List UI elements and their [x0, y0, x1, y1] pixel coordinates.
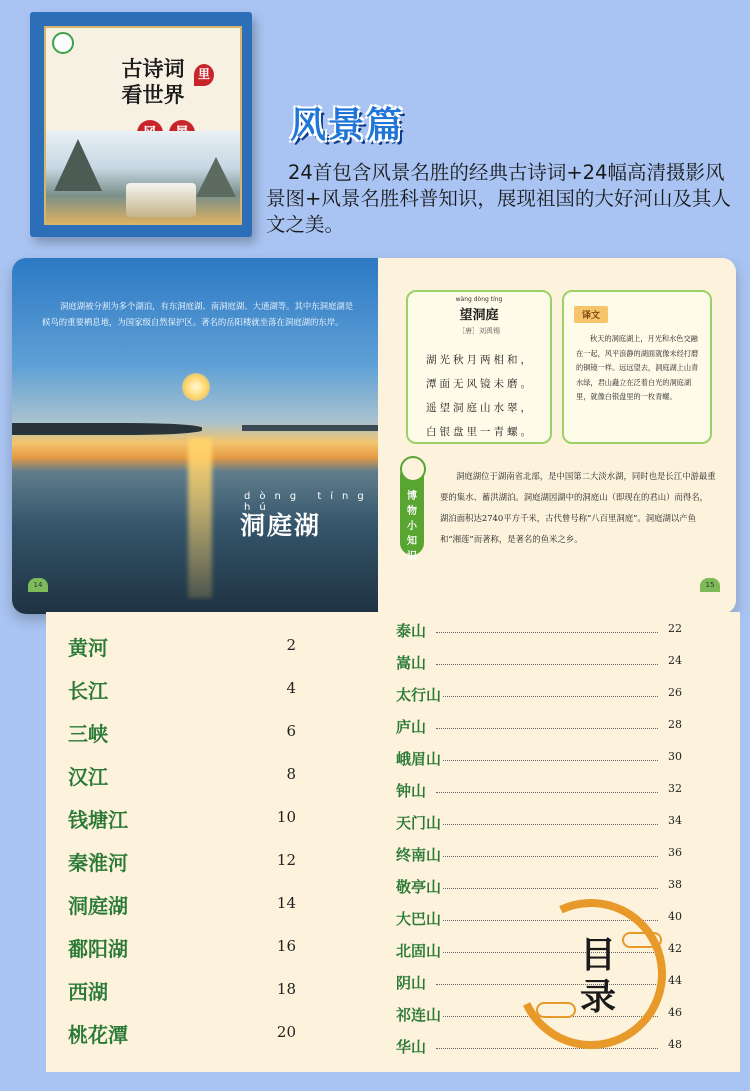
toc-leader-dots [436, 1048, 658, 1049]
toc-entry[interactable] [68, 933, 296, 963]
toc-entry-page: 36 [668, 846, 682, 859]
toc-entry[interactable] [68, 1019, 296, 1049]
toc-entry-page: 46 [668, 1006, 682, 1019]
toc-entry[interactable] [68, 890, 296, 920]
toc-entry-page: 14 [276, 894, 296, 912]
shoreline [12, 423, 202, 435]
sun-icon [182, 373, 210, 401]
cover-title-line2: 看世界 [121, 82, 185, 107]
toc-entry-label: 北固山 [396, 942, 442, 960]
cover-frame [44, 26, 242, 225]
poem-author: ［唐］刘禹锡 [458, 327, 500, 335]
toc-entry-page: 48 [668, 1038, 682, 1051]
toc-entry[interactable] [68, 675, 296, 705]
toc-title-char: 目 [579, 934, 616, 976]
toc-leader-dots [436, 888, 658, 889]
poem-line: 湖光秋月两相和， [426, 354, 534, 366]
toc-entry[interactable] [68, 847, 296, 877]
mountain-peak-icon [196, 157, 236, 197]
toc-entry[interactable] [396, 1036, 682, 1058]
toc-entry-page: 32 [668, 782, 682, 795]
toc-entry-page: 24 [668, 654, 682, 667]
place-pinyin: dòng tíng hú [244, 491, 373, 513]
toc-entry[interactable] [68, 632, 296, 662]
toc-entry-page: 38 [668, 878, 682, 891]
toc-entry-label: 天门山 [396, 814, 442, 832]
toc-leader-dots [436, 824, 658, 825]
knowledge-badge-label: 博物小知识 [407, 491, 417, 562]
photo-caption: 洞庭湖被分割为多个湖泊，有东洞庭湖、南洞庭湖、大通湖等。其中东洞庭湖是候鸟的重要栖息地，为国家级自然保护区。著名的岳阳楼就坐落在洞庭湖的东岸。 [42, 301, 354, 327]
mountain-peak-icon [54, 139, 102, 191]
toc-entry[interactable] [396, 748, 682, 770]
book-cover [30, 12, 252, 237]
toc-leader-dots [436, 664, 658, 665]
toc-title [558, 934, 638, 1018]
toc-title-char: 录 [579, 976, 616, 1018]
toc-entry-label: 西湖 [68, 980, 108, 1004]
toc-entry-label: 终南山 [396, 846, 442, 864]
toc-entry-label: 桃花潭 [68, 1023, 128, 1047]
poem-title: 望洞庭 [459, 308, 499, 323]
toc-entry-page: 16 [276, 937, 296, 955]
toc-entry-page: 40 [668, 910, 682, 923]
toc-leader-dots [436, 792, 658, 793]
toc-entry[interactable] [68, 718, 296, 748]
toc-entry-label: 钟山 [396, 782, 427, 800]
toc-entry-page: 6 [286, 722, 296, 740]
toc-entry-label: 嵩山 [396, 654, 427, 672]
toc-leader-dots [436, 728, 658, 729]
photo-page [12, 258, 378, 614]
cover-title-line1: 古诗词 [121, 56, 185, 81]
toc-leader-dots [436, 632, 658, 633]
toc-entry[interactable] [396, 620, 682, 642]
page-number-left: 14 [28, 578, 48, 592]
toc-entry[interactable] [396, 812, 682, 834]
toc-entry-page: 8 [286, 765, 296, 783]
book-spread [12, 258, 736, 614]
toc-entry-label: 敬亭山 [396, 878, 442, 896]
poem-title-pinyin: wàng dòng tíng [455, 296, 503, 303]
poem-card [406, 290, 552, 444]
toc-entry-label: 峨眉山 [396, 750, 442, 768]
toc-entry[interactable] [68, 976, 296, 1006]
cover-title-badge: 里 [194, 64, 214, 86]
toc-entry-label: 钱塘江 [68, 808, 128, 832]
toc-entry-label: 泰山 [396, 622, 427, 640]
toc-entry-page: 20 [276, 1023, 296, 1041]
translation-text: 秋天的洞庭湖上，月光和水色交融在一起，风平浪静的湖面就像未经打磨的铜镜一样。远远望去，洞庭湖上山青水绿，君山矗立在泛着白光的洞庭湖里，就像白银盘里的一枚青螺。 [576, 334, 699, 401]
poem-line: 白银盘里一青螺。 [426, 426, 534, 438]
toc-entry[interactable] [396, 844, 682, 866]
toc-entry-page: 18 [276, 980, 296, 998]
cover-landscape-image [46, 131, 240, 223]
toc-entry-label: 黄河 [68, 636, 108, 660]
toc-entry-label: 鄱阳湖 [68, 937, 128, 961]
toc-entry-page: 42 [668, 942, 682, 955]
translation-label: 译文 [574, 306, 608, 323]
toc-entry-page: 22 [668, 622, 682, 635]
poem-line: 潭面无风镜未磨。 [426, 378, 534, 390]
page-number-right: 15 [700, 578, 720, 592]
toc-entry-page: 12 [276, 851, 296, 869]
sun-reflection [188, 438, 212, 598]
poem-line: 遥望洞庭山水翠， [426, 402, 534, 414]
toc-entry-label: 庐山 [396, 718, 427, 736]
knowledge-text: 洞庭湖位于湖南省北部，是中国第二大淡水湖，同时也是长江中游最重要的集水、蓄洪湖泊。洞庭湖因湖中的洞庭山（即现在的君山）而得名，湖泊面积达2740平方千米，古代曾号称“八百里洞庭”。洞庭湖以产鱼和“湘莲”而著称，是著名的鱼米之乡。 [440, 471, 716, 544]
section-description: 24首包含风景名胜的经典古诗词+24幅高清摄影风景图+风景名胜科普知识，展现祖国的大好河山及其人文之美。 [266, 161, 731, 236]
toc-leader-dots [436, 760, 658, 761]
section-title: 风景篇 [290, 105, 405, 146]
toc-entry-label: 大巴山 [396, 910, 442, 928]
place-name: 洞庭湖 [240, 511, 322, 540]
toc-entry-label: 祁连山 [396, 1006, 442, 1024]
toc-entry-page: 30 [668, 750, 682, 763]
toc-entry[interactable] [68, 804, 296, 834]
toc-entry-page: 44 [668, 974, 682, 987]
toc-entry-label: 阴山 [396, 974, 427, 992]
text-page [378, 258, 736, 614]
toc-entry[interactable] [396, 780, 682, 802]
toc-entry-page: 4 [286, 679, 296, 697]
waterfall-icon [126, 183, 196, 217]
toc-entry-page: 34 [668, 814, 682, 827]
toc-entry-page: 2 [286, 636, 296, 654]
mountain-icon [400, 456, 426, 482]
toc-leader-dots [436, 696, 658, 697]
toc-leader-dots [436, 856, 658, 857]
translation-card [562, 290, 712, 444]
toc-entry[interactable] [396, 684, 682, 706]
toc-entry-label: 华山 [396, 1038, 427, 1056]
toc-entry-label: 太行山 [396, 686, 442, 704]
toc-entry[interactable] [396, 716, 682, 738]
toc-entry-label: 秦淮河 [68, 851, 128, 875]
toc-entry-label: 汉江 [68, 765, 108, 789]
toc-entry-page: 10 [276, 808, 296, 826]
toc-entry-label: 三峡 [68, 722, 108, 746]
shoreline [242, 425, 378, 431]
toc-entry-page: 28 [668, 718, 682, 731]
table-of-contents [46, 612, 740, 1072]
toc-entry[interactable] [396, 652, 682, 674]
toc-entry-page: 26 [668, 686, 682, 699]
toc-entry[interactable] [396, 876, 682, 898]
toc-entry-label: 长江 [68, 679, 108, 703]
toc-entry[interactable] [68, 761, 296, 791]
publisher-logo-icon [52, 32, 74, 54]
toc-entry-label: 洞庭湖 [68, 894, 128, 918]
